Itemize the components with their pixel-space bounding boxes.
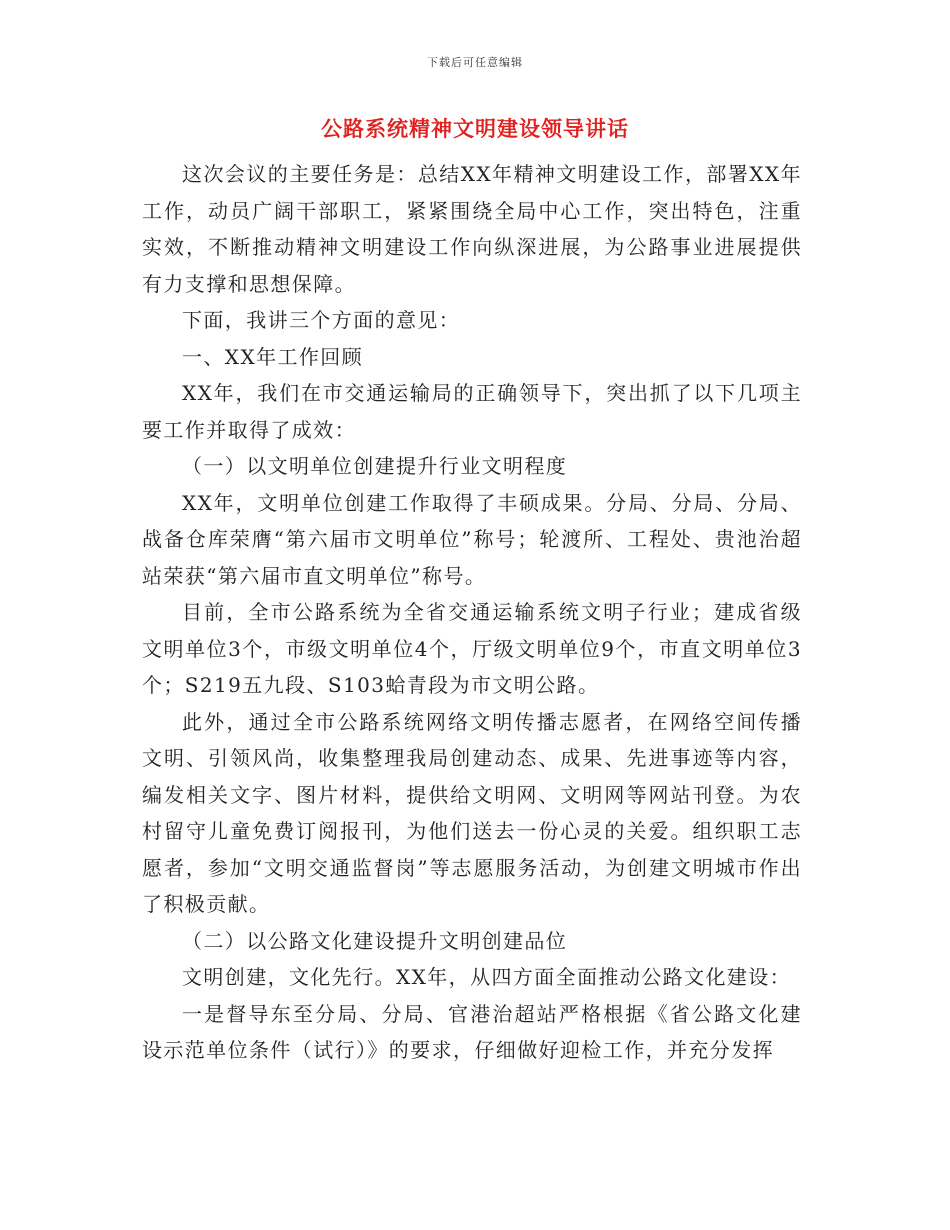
paragraph-review-intro: XX年，我们在市交通运输局的正确领导下，突出抓了以下几项主要工作并取得了成效： (142, 381, 802, 442)
paragraph-volunteers: 此外，通过全市公路系统网络文明传播志愿者，在网络空间传播文明、引领风尚，收集整理我局创建动态、成果、先进事迹等内容，编发相关文字、图片材料，提供给文明网、文明网等网站刊登。为农村留守儿童免费订阅报刊，为他们送去一份心灵的关爱。组织职工志愿者，参加“文明交通监督岗”等志愿服务活动，为创建文明城市作出了积极贡献。 (142, 709, 802, 916)
section-heading-review: 一、XX年工作回顾 (182, 344, 364, 369)
paragraph-three-aspects: 下面，我讲三个方面的意见： (182, 308, 461, 332)
paragraph-point-one: 一是督导东至分局、分局、官港治超站严格根据《省公路文化建设示范单位条件（试行）》的要求，仔细做好迎检工作，并充分发挥 (142, 1001, 802, 1062)
document-title: 公路系统精神文明建设领导讲话 (321, 116, 629, 141)
document-body (142, 156, 802, 1069)
paragraph-unit-honors: XX年，文明单位创建工作取得了丰硕成果。分局、分局、分局、战备仓库荣膺“第六届市文明单位”称号；轮渡所、工程处、贵池治超站荣获“第六届市直文明单位”称号。 (142, 490, 802, 588)
paragraph-culture-first: 文明创建，文化先行。XX年，从四方面全面推动公路文化建设： (182, 965, 792, 989)
header-note: 下载后可任意编辑 (427, 56, 523, 69)
subheading-civilized-units: （一）以文明单位创建提升行业文明程度 (182, 454, 568, 478)
paragraph-meeting-tasks: 这次会议的主要任务是：总结XX年精神文明建设工作，部署XX年工作，动员广阔干部职工，紧紧围绕全局中心工作，突出特色，注重实效，不断推动精神文明建设工作向纵深进展，为公路事业进展提供有力支撑和思想保障。 (142, 162, 802, 296)
subheading-road-culture: （二）以公路文化建设提升文明创建品位 (182, 928, 568, 953)
paragraph-current-status: 目前，全市公路系统为全省交通运输系统文明子行业；建成省级文明单位3个，市级文明单位4个，厅级文明单位9个，市直文明单位3个；S219五九段、S103蛤青段为市文明公路。 (142, 600, 802, 697)
